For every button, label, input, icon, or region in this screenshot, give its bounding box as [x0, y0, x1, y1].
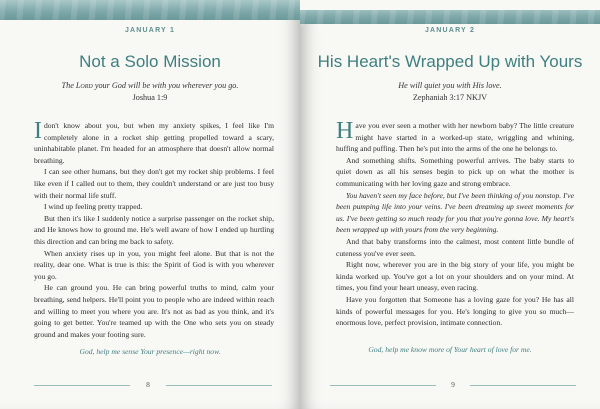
paragraph: I can see other humans, but they don't get my rocket ship problems. I feel like even if I called out to them, they couldn't understand or are just too busy with their normal life stuff. — [34, 167, 274, 200]
entry-date: JANUARY 2 — [424, 27, 476, 34]
paragraph: And something shifts. Something powerful arrives. The baby starts to quiet down as all his senses begin to pick up on what the mother is communicating with her loving gaze and strong embrace. — [336, 155, 574, 188]
footer-rule-left — [330, 385, 436, 386]
devotion-title: Not a Solo Mission — [79, 52, 221, 71]
paragraph: I wind up feeling pretty trapped. — [44, 202, 143, 212]
footer-rule-left — [34, 385, 130, 386]
paragraph-italic: You haven't seen my face before, but I've been thinking of you nonstop. I've been pumping life into your veins. I've been dreaming up sweet moments for us. I've been getting so much ready for you that you're gonna love. My heart's been wrapped up with yours from the very beginning. — [336, 190, 574, 235]
closing-prayer: God, help me know more of Your heart of love for me. — [368, 345, 532, 354]
drop-cap: I — [34, 118, 42, 144]
band-top-edge — [300, 0, 600, 10]
paragraph: Idon't know about you, but when my anxiety spikes, I feel like I'm completely alone in a rocket ship getting propelled toward a scary, uninhabitable planet. I'm headed for an atmosphere that doesn't allow normal breathing. — [34, 118, 274, 165]
scripture-reference: Joshua 1:9 — [132, 93, 168, 102]
paragraph: When anxiety rises up in you, you might feel alone. But that is not the reality, dear one. What is true is this: the Spirit of God is with you wherever you go. — [34, 248, 274, 281]
right-page — [300, 0, 600, 409]
scripture-reference: Zephaniah 3:17 NKJV — [412, 93, 488, 102]
page-number: 9 — [451, 380, 455, 389]
scripture-verse: The Lord your God will be with you wherever you go. — [61, 81, 239, 90]
paragraph: And that baby transforms into the calmest, most content little bundle of cuteness you've ever seen. — [336, 236, 574, 258]
devotion-body — [34, 120, 274, 340]
devotion-title: His Heart's Wrapped Up with Yours — [317, 52, 583, 71]
devotion-body — [336, 120, 574, 329]
watercolor-band — [0, 0, 300, 20]
footer-rule-right — [470, 385, 576, 386]
paragraph: Have you forgotten that Someone has a loving gaze for you? He has all kinds of powerful messages for you. He's longing to give you so much—enormous love, perfect provision, intimate connection. — [336, 294, 574, 328]
drop-cap: H — [336, 118, 354, 144]
paragraph: Have you ever seen a mother with her newborn baby? The little creature might have started in a worked-up state, wriggling and whining, huffing and puffing. Then he's put into the arms of the one he belongs to. — [336, 118, 574, 154]
paragraph: But then it's like I suddenly notice a surprise passenger on the rocket ship, and He knows how to ground me. He's well aware of how I ended up hurtling this direction and can bring me back to safety. — [34, 213, 274, 246]
closing-prayer: God, help me sense Your presence—right now. — [79, 347, 221, 356]
footer-rule-right — [166, 385, 272, 386]
paragraph: He can ground you. He can bring powerful truths to mind, calm your breathing, send helpers. He'll point you to people who are indeed within reach and willing to meet you where you are. It's not as bad as you think, and it's going to get better. You're teamed up with the One who sets you on steady ground and makes your footing sure. — [34, 283, 274, 339]
entry-date: JANUARY 1 — [124, 27, 176, 34]
page-number: 8 — [146, 380, 150, 389]
scripture-verse: He will quiet you with His love. — [398, 81, 502, 90]
paragraph: Right now, wherever you are in the big story of your life, you might be kinda worked up. You've got a lot on your shoulders and on your mind. At times, you find your heart uneasy, even racing. — [336, 260, 574, 293]
